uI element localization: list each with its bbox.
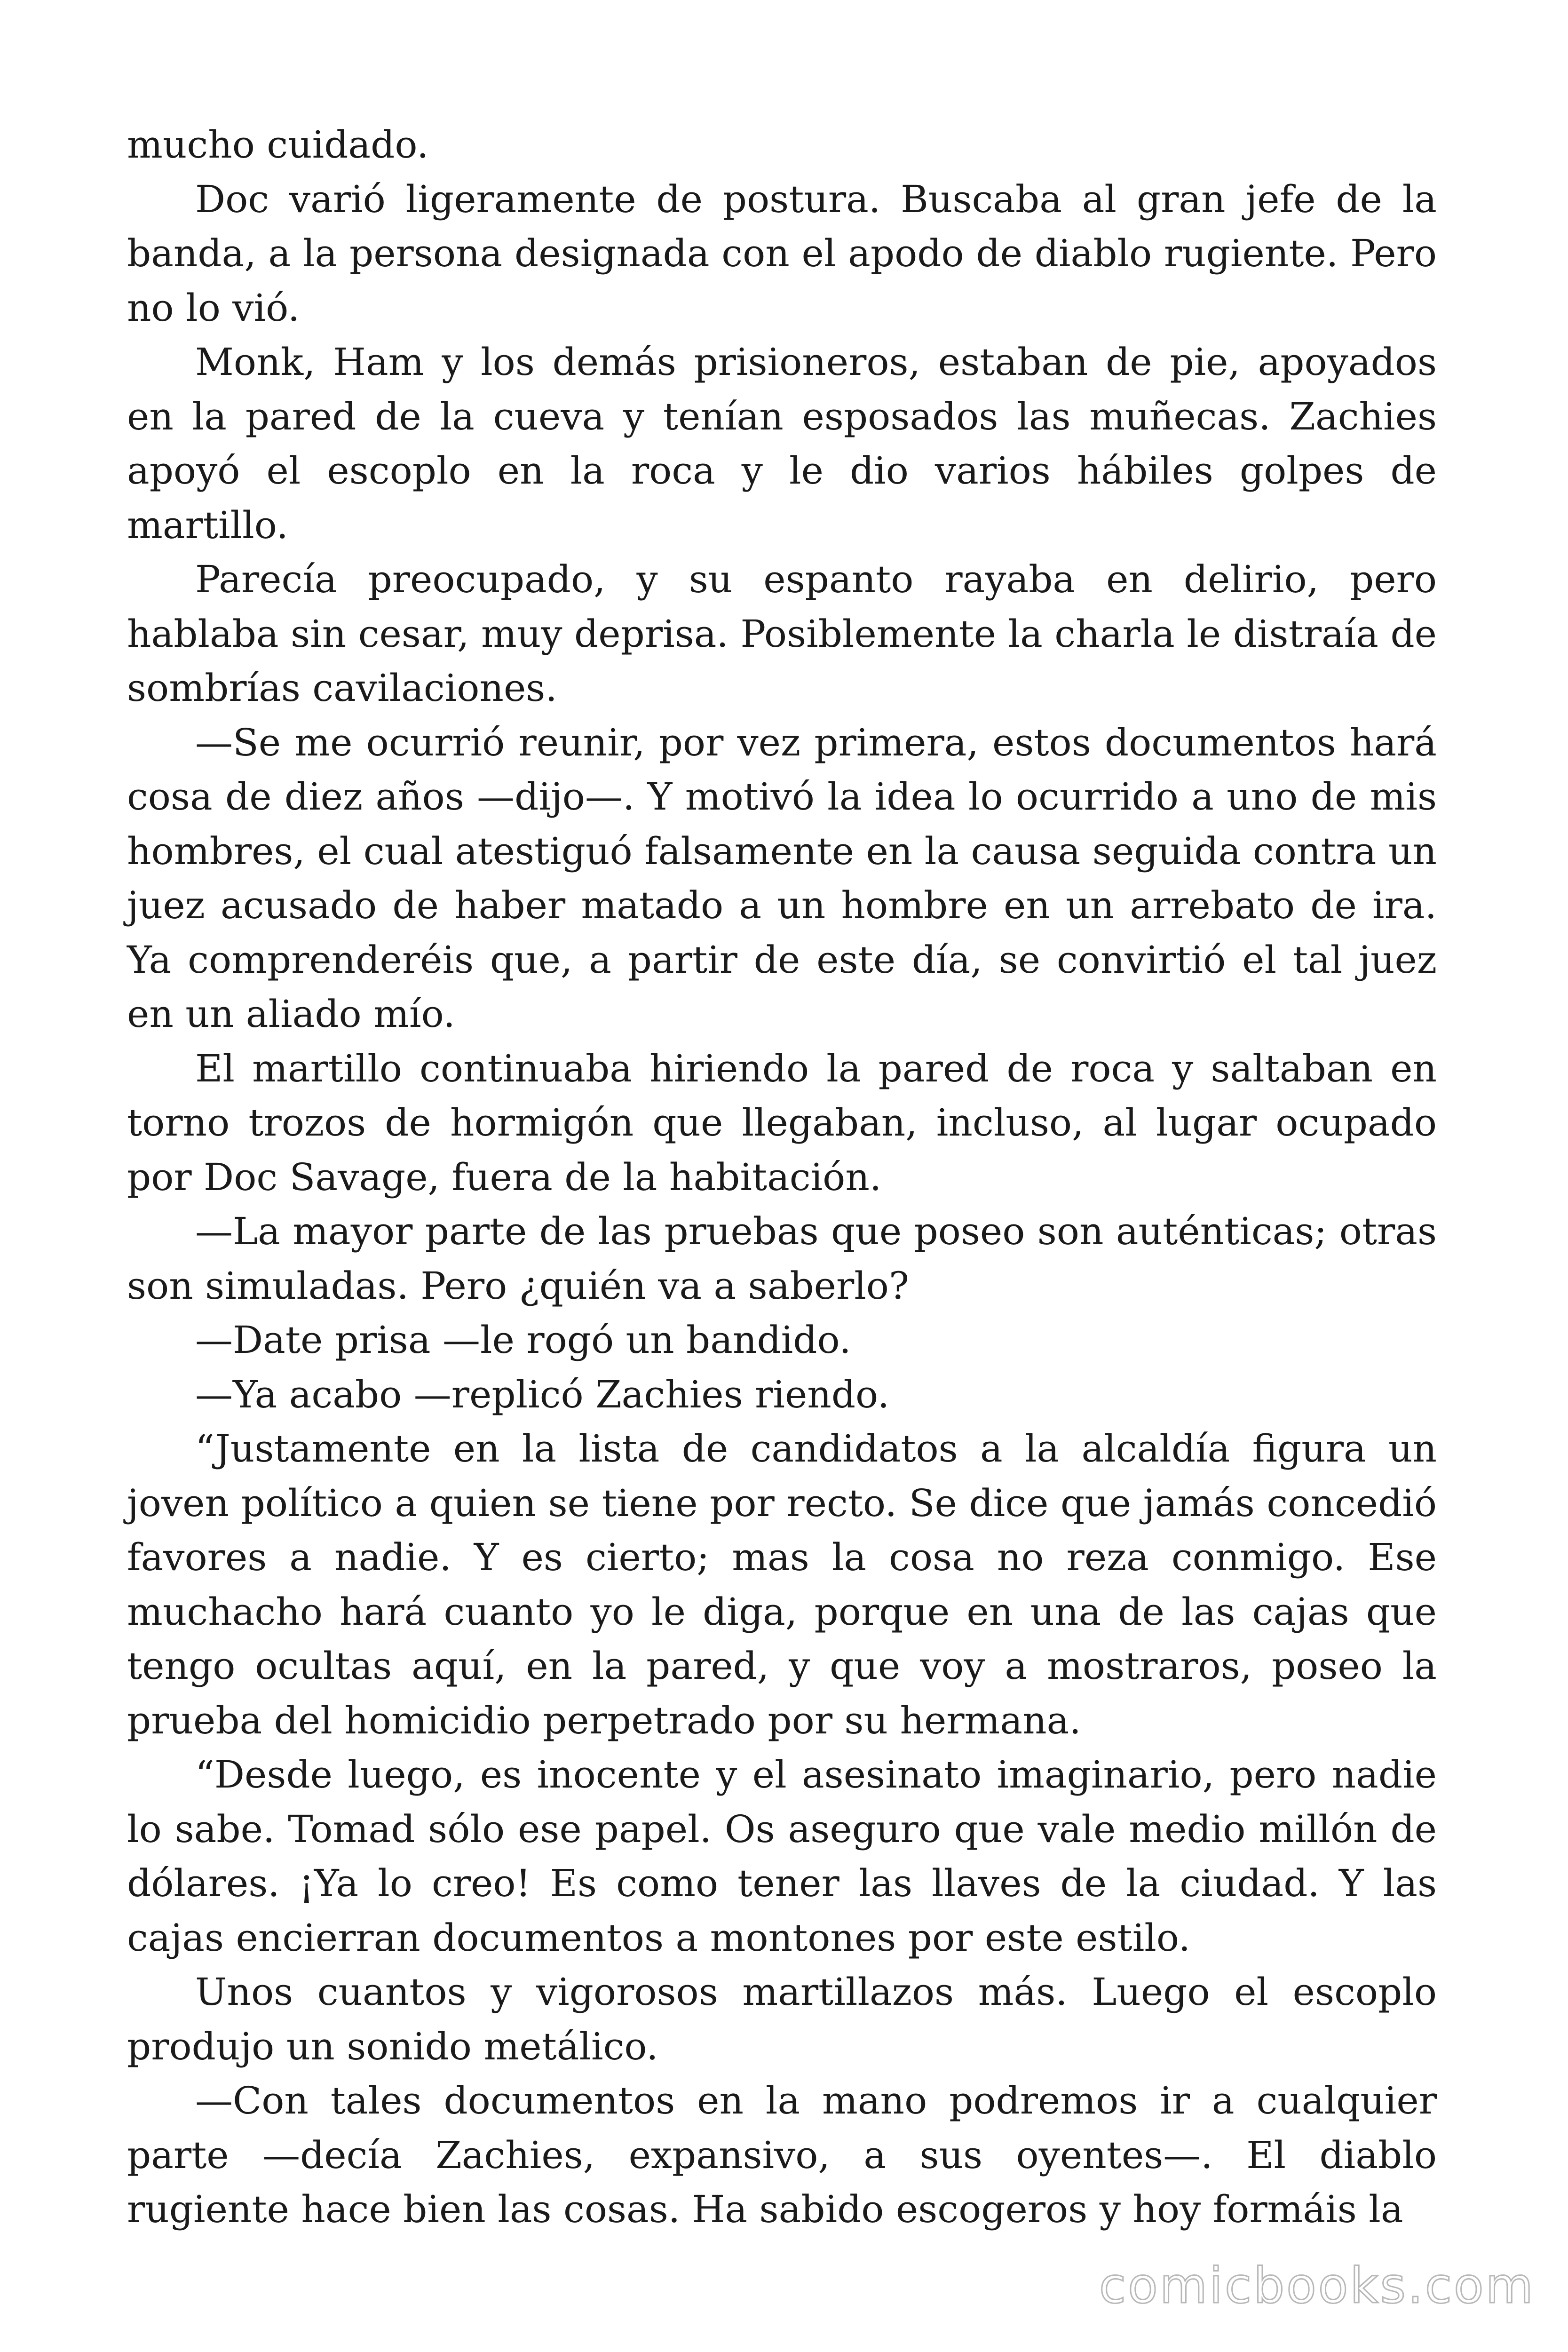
paragraph-8: —Date prisa —le rogó un bandido. bbox=[195, 1318, 851, 1362]
paragraph-6: El martillo continuaba hiriendo la pared de roca y saltaban en torno trozos de hormigón que llegaban, incluso, al lugar ocupado por Doc Savage, fuera de la habitación. bbox=[127, 1046, 1437, 1199]
paragraph-2: Doc varió ligeramente de postura. Buscaba al gran jefe de la banda, a la persona designada con el apodo de diablo rugiente. Pero no lo vió. bbox=[127, 177, 1437, 330]
paragraph-13: —Con tales documentos en la mano podremos ir a cualquier parte —decía Zachies, expansivo, a sus oyentes—. El diablo rugiente hace bien las cosas. Ha sabido escogeros y hoy formáis la bbox=[127, 2079, 1437, 2231]
paragraph-7: —La mayor parte de las pruebas que poseo son auténticas; otras son simuladas. Pero ¿quién va a saberlo? bbox=[127, 1209, 1437, 1308]
paragraph-3: Monk, Ham y los demás prisioneros, estaban de pie, apoyados en la pared de la cueva y tenían esposados las muñecas. Zachies apoyó el escoplo en la roca y le dio varios hábiles golpes de martillo. bbox=[127, 340, 1437, 547]
paragraph-11: “Desde luego, es inocente y el asesinato imaginario, pero nadie lo sabe. Tomad sólo ese papel. Os aseguro que vale medio millón de dólares. ¡Ya lo creo! Es como tener las llaves de la ciudad. Y las cajas encierran documentos a montones por este estilo. bbox=[127, 1753, 1437, 1960]
paragraph-5: —Se me ocurrió reunir, por vez primera, estos documentos hará cosa de diez años —dijo—. Y motivó la idea lo ocurrido a uno de mis hombres, el cual atestiguó falsamente en la causa seguida contra un juez acusado de haber matado a un hombre en un arrebato de ira. Ya comprenderéis que, a partir de este día, se convirtió el tal juez en un aliado mío. bbox=[127, 720, 1437, 1036]
paragraph-10: “Justamente en la lista de candidatos a la alcaldía figura un joven político a quien se tiene por recto. Se dice que jamás concedió favores a nadie. Y es cierto; mas la cosa no reza conmigo. Ese muchacho hará cuanto yo le diga, porque en una de las cajas que tengo ocultas aquí, en la pared, y que voy a mostraros, poseo la prueba del homicidio perpetrado por su hermana. bbox=[127, 1427, 1437, 1742]
paragraph-9: —Ya acabo —replicó Zachies riendo. bbox=[195, 1372, 890, 1416]
paragraph-12: Unos cuantos y vigorosos martillazos más. Luego el escoplo produjo un sonido metálico. bbox=[127, 1970, 1437, 2068]
paragraph-1: mucho cuidado. bbox=[127, 123, 429, 167]
paragraph-4: Parecía preocupado, y su espanto rayaba en delirio, pero hablaba sin cesar, muy deprisa. Posiblemente la charla le distraía de sombrías cavilaciones. bbox=[127, 557, 1437, 710]
watermark-logo: comicbooks.com bbox=[1099, 2257, 1535, 2314]
page-body bbox=[127, 118, 1437, 2237]
